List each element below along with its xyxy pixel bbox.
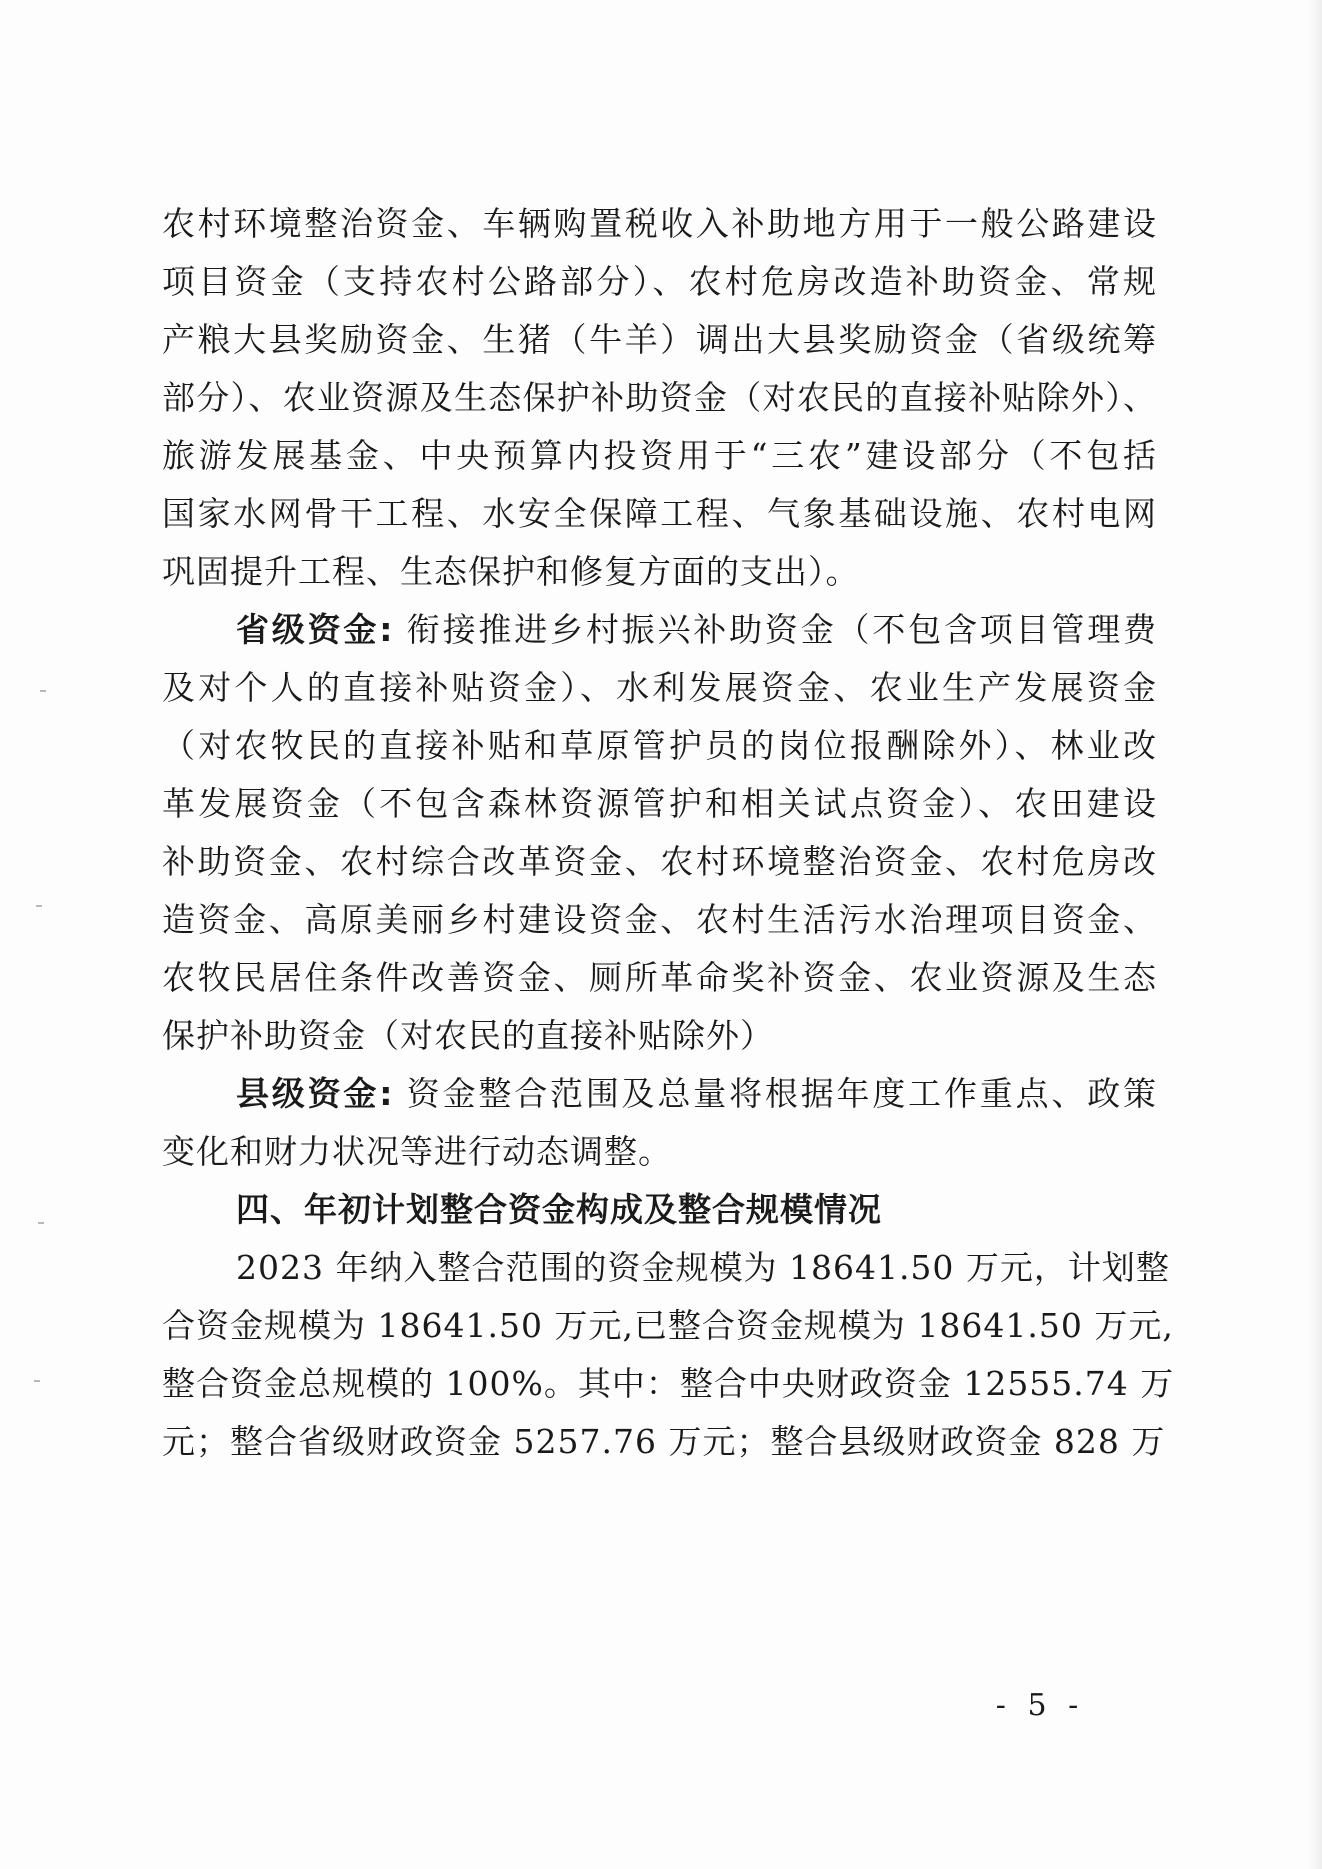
scan-mark (38, 1222, 44, 1224)
county-lead: 县级资金: (236, 1074, 394, 1113)
body-line: 巩固提升工程、生态保护和修复方面的支出）。 (162, 552, 860, 591)
county-text: 资金整合范围及总量将根据年度工作重点、政策 (406, 1074, 1158, 1113)
section-heading: 四、年初计划整合资金构成及整合规模情况 (236, 1190, 882, 1229)
body-line: 旅游发展基金、中央预算内投资用于“三农”建设部分（不包括 (162, 436, 1157, 475)
scan-mark (34, 1380, 40, 1382)
body-line: （对农牧民的直接补贴和草原管护员的岗位报酬除外）、林业改 (162, 726, 1157, 765)
provincial-first-line (236, 610, 1157, 650)
body-line: 保护补助资金（对农民的直接补贴除外） (162, 1016, 774, 1055)
body-line: 国家水网骨干工程、水安全保障工程、气象基础设施、农村电网 (162, 494, 1157, 533)
provincial-lead: 省级资金: (236, 610, 394, 649)
body-line: 部分）、农业资源及生态保护补助资金（对农民的直接补贴除外）、 (162, 378, 1157, 417)
provincial-text: 衔接推进乡村振兴补助资金（不包含项目管理费 (406, 610, 1158, 649)
body-line: 农村环境整治资金、车辆购置税收入补助地方用于一般公路建设 (162, 204, 1157, 243)
body-line: 合资金规模为 18641.50 万元,已整合资金规模为 18641.50 万元, (162, 1306, 1174, 1345)
body-line: 元；整合省级财政资金 5257.76 万元；整合县级财政资金 828 万 (162, 1422, 1166, 1461)
body-line: 2023 年纳入整合范围的资金规模为 18641.50 万元，计划整 (236, 1248, 1170, 1287)
body-line: 项目资金（支持农村公路部分）、农村危房改造补助资金、常规 (162, 262, 1157, 301)
page-edge-shadow (1308, 0, 1322, 1869)
body-line: 整合资金总规模的 100%。其中：整合中央财政资金 12555.74 万 (162, 1364, 1175, 1403)
body-line: 农牧民居住条件改善资金、厕所革命奖补资金、农业资源及生态 (162, 958, 1157, 997)
body-line: 革发展资金（不包含森林资源管护和相关试点资金）、农田建设 (162, 784, 1157, 823)
county-first-line (236, 1074, 1157, 1114)
scan-mark (40, 690, 46, 692)
scan-mark (36, 905, 42, 907)
body-line: 及对个人的直接补贴资金）、水利发展资金、农业生产发展资金 (162, 668, 1157, 707)
body-line: 补助资金、农村综合改革资金、农村环境整治资金、农村危房改 (162, 842, 1157, 881)
body-line: 产粮大县奖励资金、生猪（牛羊）调出大县奖励资金（省级统筹 (162, 320, 1157, 359)
body-line: 变化和财力状况等进行动态调整。 (162, 1132, 672, 1171)
body-line: 造资金、高原美丽乡村建设资金、农村生活污水治理项目资金、 (162, 900, 1157, 939)
page-number: - 5 - (995, 1688, 1085, 1723)
